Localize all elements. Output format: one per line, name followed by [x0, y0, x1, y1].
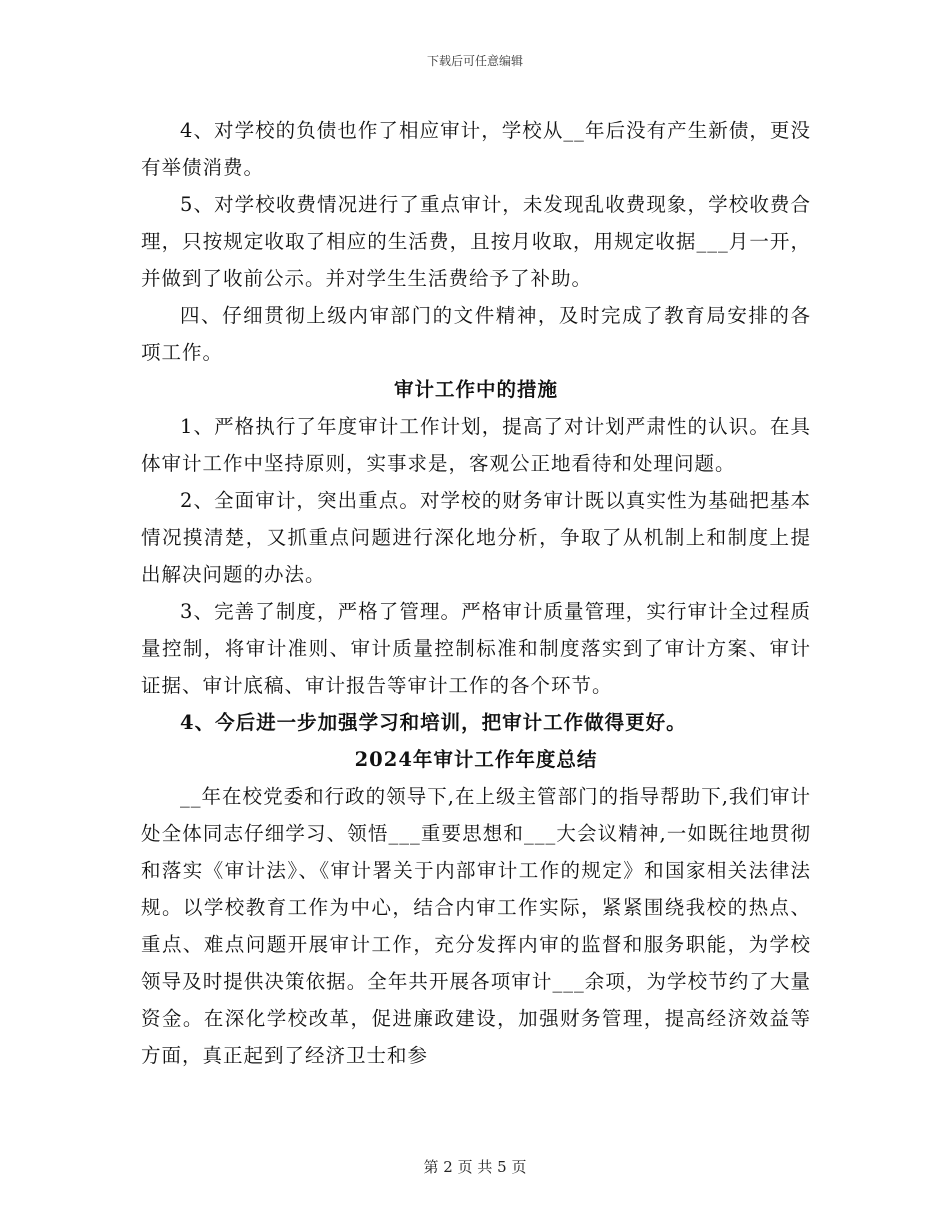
document-body	[141, 112, 811, 1074]
paragraph-measure-1: 1、严格执行了年度审计工作计划，提高了对计划严肃性的认识。在具体审计工作中坚持原则，实事求是，客观公正地看待和处理问题。	[141, 415, 811, 475]
section-heading-measures: 审计工作中的措施	[393, 378, 558, 401]
section-heading-annual-summary: 2024年审计工作年度总结	[354, 748, 598, 771]
paragraph-measure-2: 2、全面审计，突出重点。对学校的财务审计既以真实性为基础把基本情况摸清楚，又抓重点问题进行深化地分析，争取了从机制上和制度上提出解决问题的办法。	[141, 489, 811, 586]
paragraph-annual-summary: __年在校党委和行政的领导下,在上级主管部门的指导帮助下,我们审计处全体同志仔细学习、领悟___重要思想和___大会议精神,一如既往地贯彻和落实《审计法》、《审计署关于内部审计工作的规定》和国家相关法律法规。以学校教育工作为中心，结合内审工作实际，紧紧围绕我校的热点、重点、难点问题开展审计工作，充分发挥内审的监督和服务职能，为学校领导及时提供决策依据。全年共开展各项审计___余项，为学校节约了大量资金。在深化学校改革，促进廉政建设，加强财务管理，提高经济效益等方面，真正起到了经济卫士和参	[141, 785, 811, 1067]
paragraph-implement-documents: 四、仔细贯彻上级内审部门的文件精神，及时完成了教育局安排的各项工作。	[141, 304, 811, 364]
paragraph-fee-audit: 5、对学校收费情况进行了重点审计，未发现乱收费现象，学校收费合理，只按规定收取了相应的生活费，且按月收取，用规定收据___月一开，并做到了收前公示。并对学生生活费给予了补助。	[141, 193, 811, 290]
paragraph-measure-4: 4、今后进一步加强学习和培训，把审计工作做得更好。	[180, 711, 687, 734]
paragraph-measure-3: 3、完善了制度，严格了管理。严格审计质量管理，实行审计全过程质量控制，将审计准则、审计质量控制标准和制度落实到了审计方案、审计证据、审计底稿、审计报告等审计工作的各个环节。	[141, 600, 811, 697]
paragraph-liability-audit: 4、对学校的负债也作了相应审计，学校从__年后没有产生新债，更没有举债消费。	[141, 119, 811, 179]
page-number: 第 2 页 共 5 页	[423, 1158, 527, 1176]
page-header-note: 下载后可任意编辑	[426, 54, 523, 68]
